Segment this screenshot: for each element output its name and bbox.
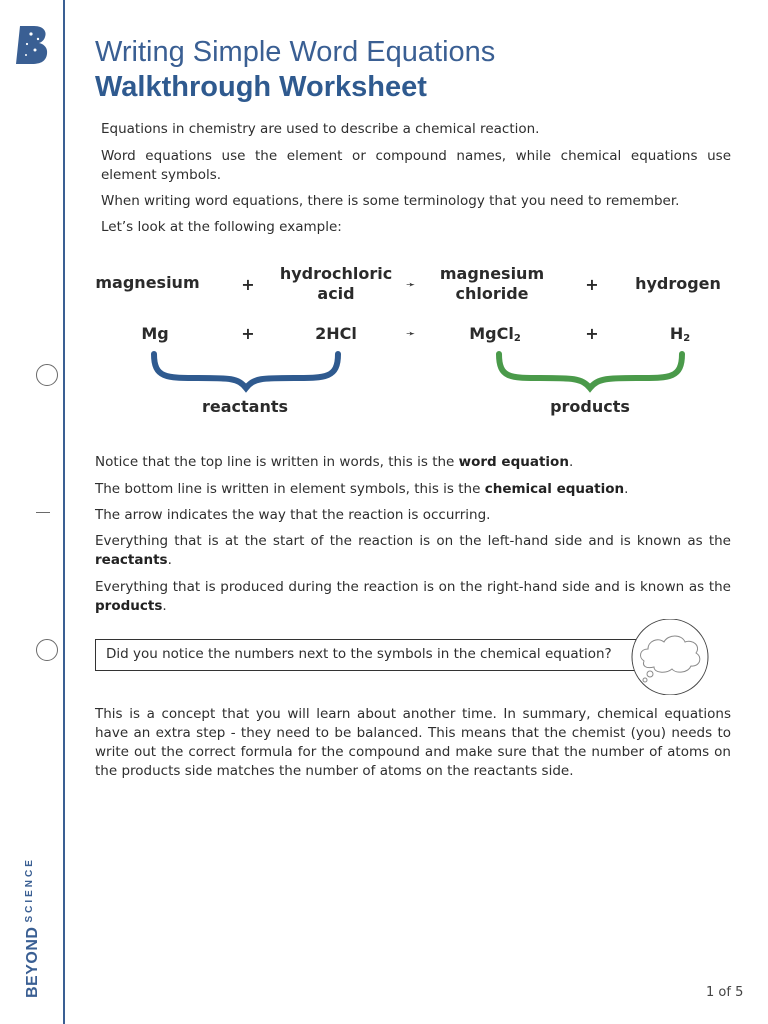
note-bold: chemical equation — [484, 481, 625, 497]
question-box: Did you notice the numbers next to the symbols in the chemical equation? — [95, 639, 645, 671]
arrow-icon: ➛ — [406, 278, 416, 291]
note-arrow: The arrow indicates the way that the reaction is occurring. — [95, 507, 491, 523]
symbol-mg: Mg — [141, 324, 169, 343]
arrow-icon: ➛ — [406, 327, 416, 340]
binder-hole — [36, 364, 58, 386]
subscript: 2 — [513, 333, 521, 344]
symbol-plus: + — [585, 324, 599, 343]
brand-subname: SCIENCE — [24, 857, 35, 923]
note-text: . — [568, 454, 574, 470]
word-plus: + — [241, 275, 255, 294]
symbol-h: H — [669, 324, 684, 343]
page-number: 1 of 5 — [706, 985, 744, 1000]
thought-bubble-icon — [630, 619, 710, 695]
word-hydrochloric-acid: hydrochloric acid — [279, 264, 393, 303]
note-text: Notice that the top line is written in words, this is the — [95, 454, 459, 470]
note-text: Everything that is at the start of the reaction is on the left-hand side and is known as the — [95, 533, 731, 549]
side-brand — [24, 857, 42, 998]
note-bold: word equation — [458, 454, 569, 470]
note-word-equation — [95, 453, 731, 472]
margin-line — [63, 0, 65, 1024]
products-brace — [499, 354, 682, 388]
note-reactants — [95, 532, 731, 570]
intro-paragraph: Word equations use the element or compound names, while chemical equations use element symbols. — [101, 148, 731, 183]
note-chemical-equation — [95, 480, 731, 499]
products-label: products — [550, 397, 630, 416]
subscript: 2 — [683, 333, 691, 344]
word-magnesium-chloride: magnesium chloride — [439, 264, 545, 303]
summary-paragraph: This is a concept that you will learn about another time. In summary, chemical equations have an extra step - they need to be balanced. This means that the chemist (you) needs to write out the correct formula for the compound and make sure that the number of atoms on the products side matches the number of atoms on the reactants side. — [95, 706, 731, 779]
symbol-2hcl: 2HCl — [315, 324, 357, 343]
note-text: . — [624, 481, 629, 497]
symbol-mgcl: MgCl — [469, 324, 514, 343]
symbol-mgcl2 — [460, 324, 530, 347]
binder-hole — [36, 639, 58, 661]
note-text: The bottom line is written in element symbols, this is the — [95, 481, 485, 497]
beyond-logo-icon — [14, 24, 52, 66]
note-bold: products — [95, 598, 163, 614]
reactants-label: reactants — [201, 397, 289, 416]
fold-mark — [36, 512, 50, 513]
reactants-brace — [154, 354, 338, 388]
word-hydrogen: hydrogen — [635, 274, 721, 293]
note-text: . — [162, 598, 167, 614]
title-line-2: Walkthrough Worksheet — [95, 71, 427, 103]
note-text: Everything that is produced during the reaction is on the right-hand side and is known as the — [95, 579, 731, 595]
title-line-1: Writing Simple Word Equations — [95, 36, 496, 68]
intro-paragraph: When writing word equations, there is some terminology that you need to remember. — [101, 193, 680, 209]
note-bold: reactants — [95, 552, 168, 568]
intro-paragraph: Let’s look at the following example: — [101, 219, 342, 235]
intro-paragraph: Equations in chemistry are used to describe a chemical reaction. — [101, 121, 540, 137]
symbol-h2 — [662, 324, 698, 347]
word-magnesium: magnesium — [95, 273, 200, 292]
symbol-plus: + — [241, 324, 255, 343]
note-products — [95, 578, 731, 616]
brand-name: BEYOND — [24, 926, 41, 998]
word-plus: + — [585, 275, 599, 294]
note-text: . — [167, 552, 172, 568]
